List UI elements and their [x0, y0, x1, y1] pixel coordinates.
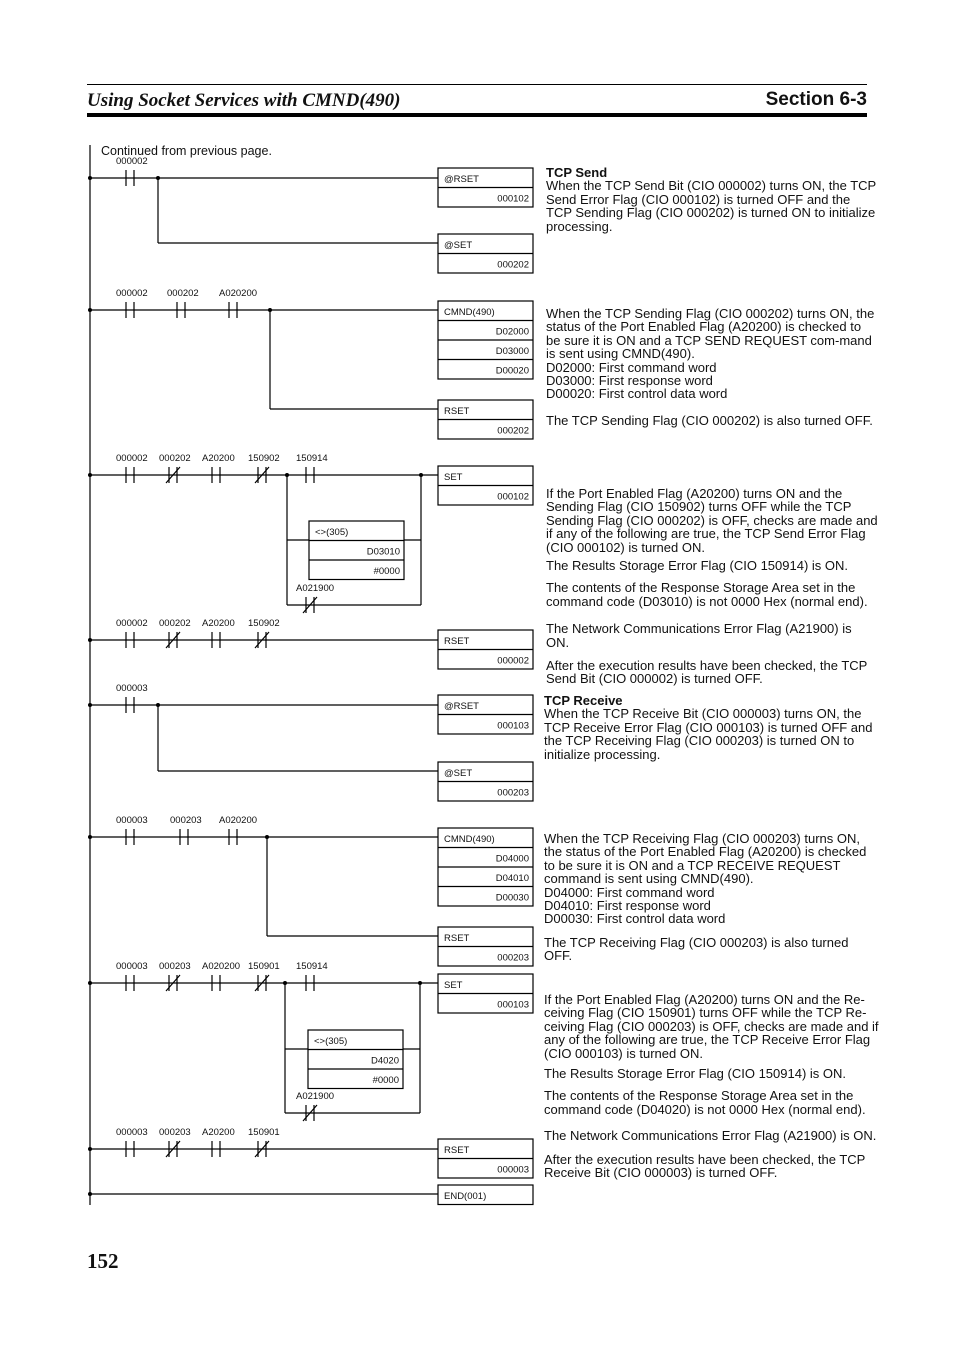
- desc-text: After the execution results have been checked, the TCP Receive Bit (CIO 000003) is turned OFF.: [544, 1151, 866, 1181]
- instruction-operand: 000103: [497, 999, 529, 1011]
- instruction-name: <>(305): [315, 527, 349, 538]
- desc-text: The TCP Sending Flag (CIO 000202) is also turned OFF.: [546, 412, 873, 428]
- instruction-operand: #0000: [373, 566, 400, 577]
- page-number: 152: [87, 1249, 119, 1273]
- contact-label: 000202: [167, 288, 199, 299]
- desc-text: D04000: First command word: [544, 884, 715, 900]
- instruction-operand: #0000: [372, 1075, 399, 1086]
- junction-dot: [88, 1147, 92, 1151]
- contact-label: 000003: [116, 683, 148, 694]
- desc-tcp-send-init: [546, 166, 876, 233]
- desc-tcp-send-check: [546, 487, 878, 686]
- instruction-name: @RSET: [444, 174, 479, 185]
- contact-label: A020200: [219, 815, 258, 826]
- instruction-operand: 000202: [497, 259, 529, 271]
- desc-text: When the TCP Receiving Flag (CIO 000203) turns ON, the status of the Port Enabled Flag (A20200) is checked to be sure it is ON and a TCP RECEIVE REQUEST command is sent using CMND(490).: [544, 831, 867, 887]
- running-header-title: Using Socket Services with CMND(490): [87, 90, 401, 111]
- instruction-name: SET: [444, 980, 463, 991]
- junction-dot: [88, 835, 92, 839]
- desc-text: The contents of the Response Storage Area set in the command code (D03010) is not 0000 Hex (normal end).: [546, 580, 868, 609]
- desc-text: The Network Communications Error Flag (A21900) is ON.: [544, 1128, 877, 1144]
- instruction-operand: D03010: [366, 546, 400, 558]
- instruction-name: @SET: [444, 768, 473, 779]
- instruction-operand: D4020: [371, 1055, 399, 1067]
- contact-label: 000203: [159, 1127, 191, 1138]
- contact-label: 000003: [116, 815, 148, 826]
- contact-label: 000003: [116, 961, 148, 972]
- contact-label: A20200: [202, 453, 235, 464]
- instruction-operand: 000102: [497, 491, 529, 503]
- contact-label: 000202: [159, 618, 191, 629]
- junction-dot: [88, 1192, 92, 1196]
- instruction-operand: 000102: [497, 193, 529, 205]
- contact-label: 000002: [116, 288, 148, 299]
- instruction-operand: 000103: [497, 720, 529, 732]
- instruction-name: RSET: [444, 636, 470, 647]
- desc-text: When the TCP Send Bit (CIO 000002) turns ON, the TCP Send Error Flag (CIO 000102) is turned OFF and the TCP Sending Flag (CIO 000202) is turned ON to initialize processing.: [546, 178, 876, 234]
- instruction-operand: 000002: [497, 655, 529, 667]
- instruction-operand: 000203: [497, 952, 529, 964]
- junction-dot: [88, 176, 92, 180]
- contact-label: A020200: [202, 961, 241, 972]
- contact-label: 000002: [116, 618, 148, 629]
- instruction-operand: D02000: [495, 326, 529, 338]
- desc-text: When the TCP Sending Flag (CIO 000202) turns ON, the status of the Port Enabled Flag (A20200) is checked to be sure it is ON and a TCP SEND REQUEST com-mand is sent using CMND(490).: [546, 306, 875, 362]
- desc-tcp-receive-request: [544, 832, 878, 963]
- desc-text: D03000: First response word: [546, 373, 713, 389]
- desc-heading: TCP Receive: [544, 693, 623, 708]
- instruction-name: RSET: [444, 406, 470, 417]
- instruction-name: CMND(490): [444, 307, 495, 318]
- desc-text: D00020: First control data word: [546, 386, 728, 402]
- contact-label: 150902: [248, 453, 280, 464]
- junction-dot: [88, 638, 92, 642]
- desc-text: If the Port Enabled Flag (A20200) turns ON and the Sending Flag (CIO 150902) turns OFF while the TCP Sending Flag (CIO 000202) is OFF, checks are made and if any of the following are true, the TCP Send Error Flag (CIO 000102) is turned ON.: [546, 486, 878, 555]
- continued-note: Continued from previous page.: [101, 144, 272, 158]
- desc-text: When the TCP Receive Bit (CIO 000003) turns ON, the TCP Receive Error Flag (CIO 000103) is turned OFF and the TCP Receiving Flag (CIO 000203) is turned ON to initialize processing.: [544, 706, 873, 762]
- instruction-operand: D00030: [495, 892, 529, 904]
- contact-label: 000002: [116, 156, 148, 167]
- desc-tcp-receive-check: [544, 993, 888, 1179]
- contact-label: 150914: [296, 961, 328, 972]
- instruction-operand: 000003: [497, 1164, 529, 1176]
- contact-label: A021900: [296, 583, 335, 594]
- instruction-name: CMND(490): [444, 834, 495, 845]
- desc-text: If the Port Enabled Flag (A20200) turns ON and the Re-ceiving Flag (CIO 150901) turns OFF while the TCP Re-ceiving Flag (CIO 000203) is OFF, checks are made and if any of the following are true, the TCP Receive Error Flag (CIO 000103) is turned ON.: [544, 992, 879, 1061]
- desc-text: The Network Communications Error Flag (A21900) is ON.: [546, 621, 852, 650]
- desc-heading: TCP Send: [546, 165, 608, 180]
- instruction-name: @SET: [444, 240, 473, 251]
- contact-label: 150901: [248, 1127, 280, 1138]
- instruction-name: END(001): [444, 1191, 487, 1202]
- contact-label: 000002: [116, 453, 148, 464]
- contact-label: 000202: [159, 453, 191, 464]
- instruction-operand: 000202: [497, 425, 529, 437]
- contact-label: A20200: [202, 1127, 235, 1138]
- contact-label: 000203: [170, 815, 202, 826]
- instruction-name: SET: [444, 472, 463, 483]
- desc-text: The contents of the Response Storage Area set in the command code (D04020) is not 0000 Hex (normal end).: [544, 1088, 866, 1117]
- contact-label: 150914: [296, 453, 328, 464]
- instruction-operand: 000203: [497, 787, 529, 799]
- running-header-section: Section 6-3: [765, 89, 867, 110]
- contact-label: 000003: [116, 1127, 148, 1138]
- desc-text: The Results Storage Error Flag (CIO 150914) is ON.: [544, 1066, 847, 1082]
- junction-dot: [88, 703, 92, 707]
- contact-label: A20200: [202, 618, 235, 629]
- contact-label: A021900: [296, 1091, 335, 1102]
- desc-tcp-receive-init: [544, 694, 878, 761]
- contact-label: 000203: [159, 961, 191, 972]
- desc-text: After the execution results have been checked, the TCP Send Bit (CIO 000002) is turned OFF.: [546, 658, 868, 687]
- desc-text: D00030: First control data word: [544, 911, 726, 927]
- desc-text: D04010: First response word: [544, 898, 711, 914]
- instruction-operand: D04000: [495, 853, 529, 865]
- desc-tcp-send-request: [546, 307, 878, 427]
- instruction-name: <>(305): [314, 1036, 348, 1047]
- contact-label: 150901: [248, 961, 280, 972]
- desc-text: The Results Storage Error Flag (CIO 150914) is ON.: [546, 558, 849, 574]
- instruction-operand: D03000: [495, 346, 529, 357]
- contact-label: 150902: [248, 618, 280, 629]
- instruction-operand: D00020: [495, 365, 529, 377]
- junction-dot: [88, 308, 92, 312]
- instruction-name: RSET: [444, 1145, 470, 1156]
- instruction-name: @RSET: [444, 701, 479, 712]
- instruction-operand: D04010: [495, 873, 529, 884]
- desc-text: The TCP Receiving Flag (CIO 000203) is also turned OFF.: [544, 934, 849, 964]
- desc-text: D02000: First command word: [546, 359, 717, 375]
- junction-dot: [88, 981, 92, 985]
- instruction-name: RSET: [444, 933, 470, 944]
- contact-label: A020200: [219, 288, 258, 299]
- junction-dot: [88, 473, 92, 477]
